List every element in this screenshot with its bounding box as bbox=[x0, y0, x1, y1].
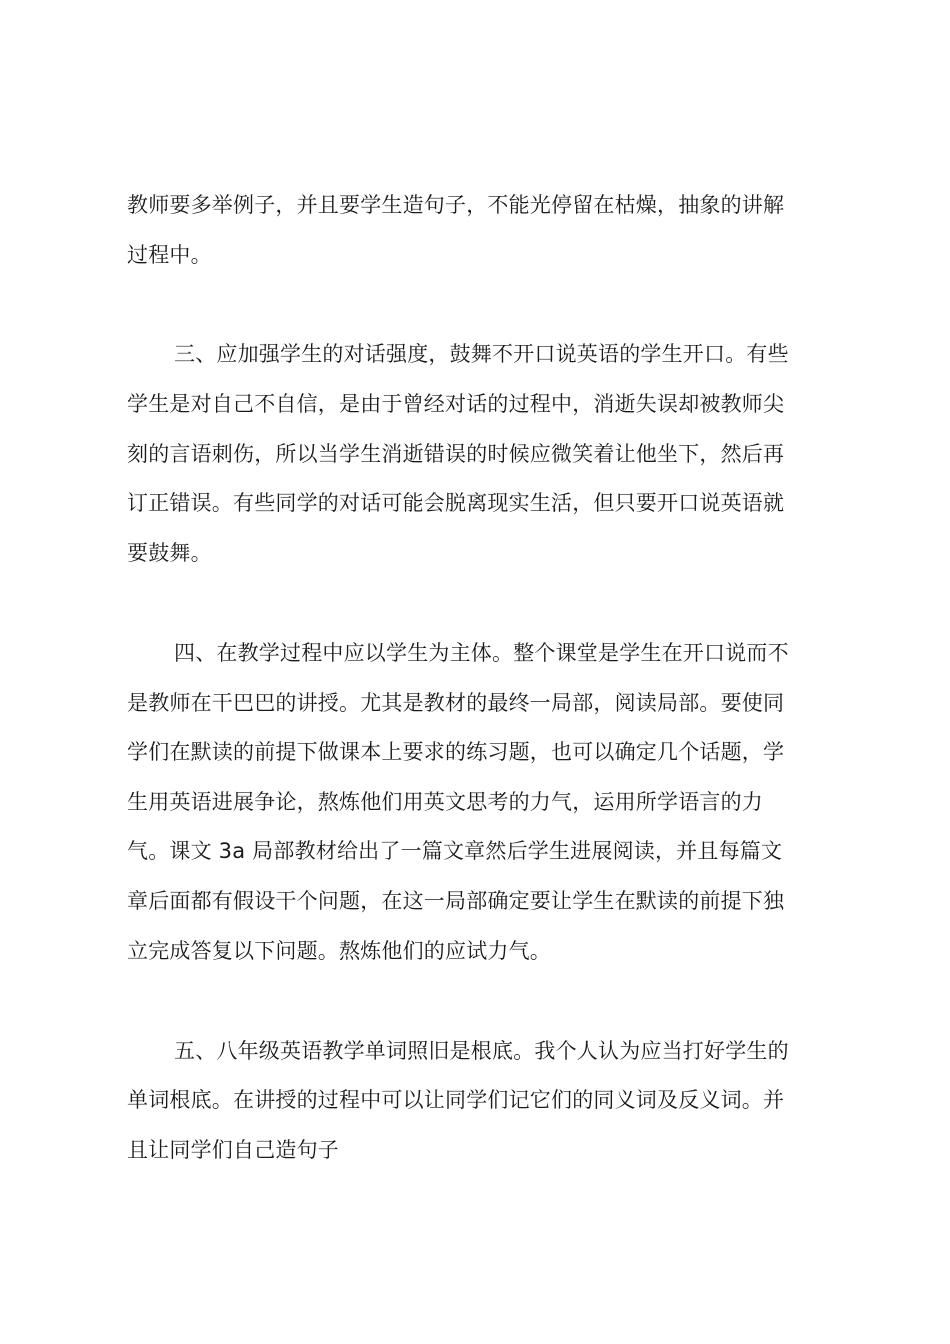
paragraph-2-line-3: 刻的言语刺伤，所以当学生消逝错误的时候应微笑着让他坐下，然后再 bbox=[127, 442, 785, 466]
paragraph-3-line-7: 立完成答复以下问题。熬炼他们的应试力气。 bbox=[127, 939, 551, 963]
paragraph-3-line-3: 学们在默读的前提下做课本上要求的练习题，也可以确定几个话题，学 bbox=[127, 740, 785, 764]
paragraph-4-line-1: 五、八年级英语教学单词照旧是根底。我个人认为应当打好学生的 bbox=[174, 1039, 789, 1063]
paragraph-3-line-6: 章后面都有假设干个问题，在这一局部确定要让学生在默读的前提下独 bbox=[127, 889, 785, 913]
paragraph-3-line-5: 气。课文 3a 局部教材给出了一篇文章然后学生进展阅读，并且每篇文 bbox=[127, 839, 783, 863]
paragraph-2-line-4: 订正错误。有些同学的对话可能会脱离现实生活，但只要开口说英语就 bbox=[127, 491, 785, 515]
paragraph-1-line-2: 过程中。 bbox=[127, 243, 212, 267]
paragraph-2-line-5: 要鼓舞。 bbox=[127, 541, 212, 565]
paragraph-3-line-1: 四、在教学过程中应以学生为主体。整个课堂是学生在开口说而不 bbox=[174, 641, 789, 665]
paragraph-4-line-3: 且让同学们自己造句子 bbox=[127, 1138, 339, 1162]
paragraph-3-line-4: 生用英语进展争论，熬炼他们用英文思考的力气，运用所学语言的力 bbox=[127, 790, 763, 814]
paragraph-2-line-1: 三、应加强学生的对话强度，鼓舞不开口说英语的学生开口。有些 bbox=[174, 342, 789, 366]
paragraph-1-line-1: 教师要多举例子，并且要学生造句子，不能光停留在枯燥，抽象的讲解 bbox=[127, 193, 785, 217]
paragraph-3-line-2: 是教师在干巴巴的讲授。尤其是教材的最终一局部，阅读局部。要使同 bbox=[127, 691, 785, 715]
paragraph-4-line-2: 单词根底。在讲授的过程中可以让同学们记它们的同义词及反义词。并 bbox=[127, 1088, 785, 1112]
paragraph-2-line-2: 学生是对自己不自信，是由于曾经对话的过程中，消逝失误却被教师尖 bbox=[127, 392, 785, 416]
